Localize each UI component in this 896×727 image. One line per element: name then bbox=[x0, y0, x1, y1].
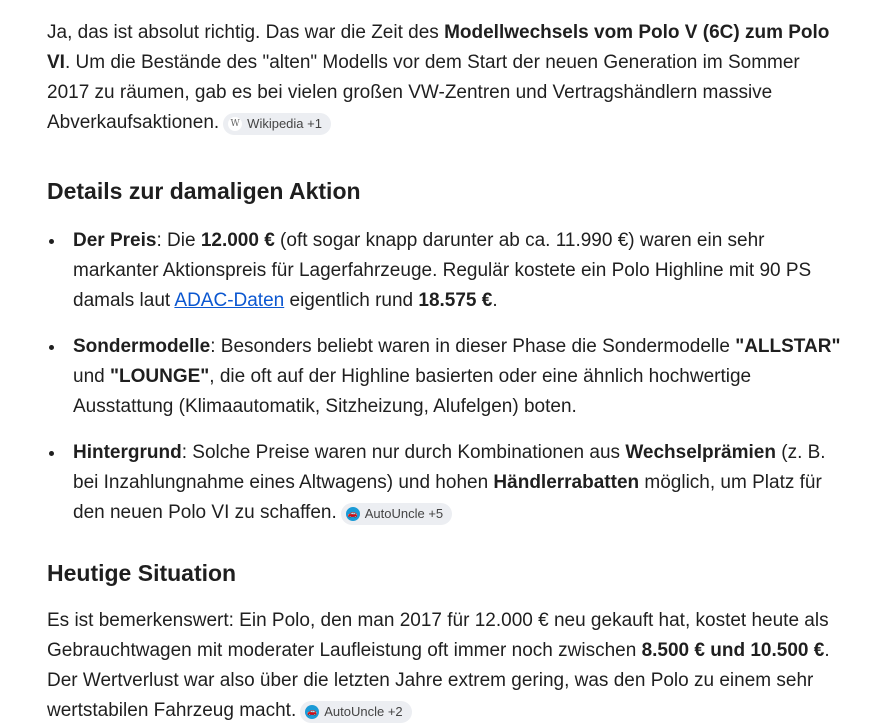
bold-text: 18.575 € bbox=[418, 290, 493, 311]
chip-label: AutoUncle +2 bbox=[324, 704, 403, 719]
text: Ja, das ist absolut richtig. Das war die Zeit des bbox=[47, 22, 445, 43]
source-chip-wikipedia[interactable] bbox=[223, 113, 331, 135]
source-chip-autouncle[interactable] bbox=[341, 503, 452, 525]
response bbox=[47, 18, 847, 726]
text: . Um die Bestände des "alten" Modells vor dem Start der neuen Generation im Sommer 2017 zu räumen, gab es bei vielen großen VW-Zentren und Vertragshändlern massive Abverkaufsaktionen. bbox=[47, 52, 800, 133]
bold-text: Der Preis bbox=[73, 230, 157, 251]
section-heading: Heutige Situation bbox=[47, 560, 237, 586]
text: . bbox=[492, 290, 498, 311]
text: : Solche Preise waren nur durch Kombinationen aus bbox=[181, 442, 626, 463]
paragraph bbox=[47, 606, 847, 726]
text: eigentlich rund bbox=[284, 290, 419, 311]
text: (oft sogar knapp darunter ab ca. 11.990 €) waren ein sehr markanter Aktionspreis für Lagerfahrzeuge. Regulär kostete ein Polo Highline mit 90 PS damals laut bbox=[73, 230, 812, 311]
text: Es ist bemerkenswert: Ein Polo, den man 2017 für 12.000 € neu gekauft hat, kostet heute als Gebrauchtwagen mit moderater Laufleistung oft immer noch zwischen bbox=[47, 610, 829, 661]
bold-text: Sondermodelle bbox=[73, 336, 211, 357]
chip-label: Wikipedia +1 bbox=[247, 116, 322, 131]
bold-text: "LOUNGE" bbox=[109, 366, 210, 387]
bold-text: 12.000 € bbox=[200, 230, 275, 251]
list-item bbox=[47, 332, 847, 422]
bold-text: Wechselprämien bbox=[625, 442, 776, 463]
bold-text: Händlerrabatten bbox=[493, 472, 640, 493]
adac-link[interactable]: ADAC-Daten bbox=[174, 290, 285, 311]
bold-text: Modellwechsels vom Polo V (6C) zum Polo VI bbox=[47, 22, 830, 73]
bold-text: Hintergrund bbox=[73, 442, 182, 463]
intro-paragraph bbox=[47, 18, 847, 138]
text: . Der Wertverlust war also über die letzten Jahre extrem gering, was den Polo zu einem sehr wertstabilen Fahrzeug macht. bbox=[47, 640, 830, 721]
list-item bbox=[47, 226, 847, 316]
text: , die oft auf der Highline basierten oder eine ähnlich hochwertige Ausstattung (Klimaautomatik, Sitzheizung, Alufelgen) boten. bbox=[73, 366, 752, 417]
text: : Besonders beliebt waren in dieser Phase die Sondermodelle bbox=[210, 336, 736, 357]
section-heading: Details zur damaligen Aktion bbox=[47, 178, 361, 204]
text: möglich, um Platz für den neuen Polo VI zu schaffen. bbox=[73, 472, 822, 523]
text: : Die bbox=[156, 230, 201, 251]
bullet-list bbox=[47, 226, 847, 528]
car-icon: 🚗 bbox=[346, 507, 360, 521]
bold-text: "ALLSTAR" bbox=[735, 336, 841, 357]
list-item bbox=[47, 438, 847, 528]
chip-label: AutoUncle +5 bbox=[364, 506, 444, 521]
text: und bbox=[73, 366, 110, 387]
car-icon: 🚗 bbox=[305, 705, 319, 719]
text: (z. B. bei Inzahlungnahme eines Altwagens) und hohen bbox=[73, 442, 826, 493]
bold-text: 8.500 € und 10.500 € bbox=[641, 640, 825, 661]
source-chip-autouncle[interactable] bbox=[300, 701, 411, 723]
wikipedia-icon: W bbox=[228, 117, 242, 131]
